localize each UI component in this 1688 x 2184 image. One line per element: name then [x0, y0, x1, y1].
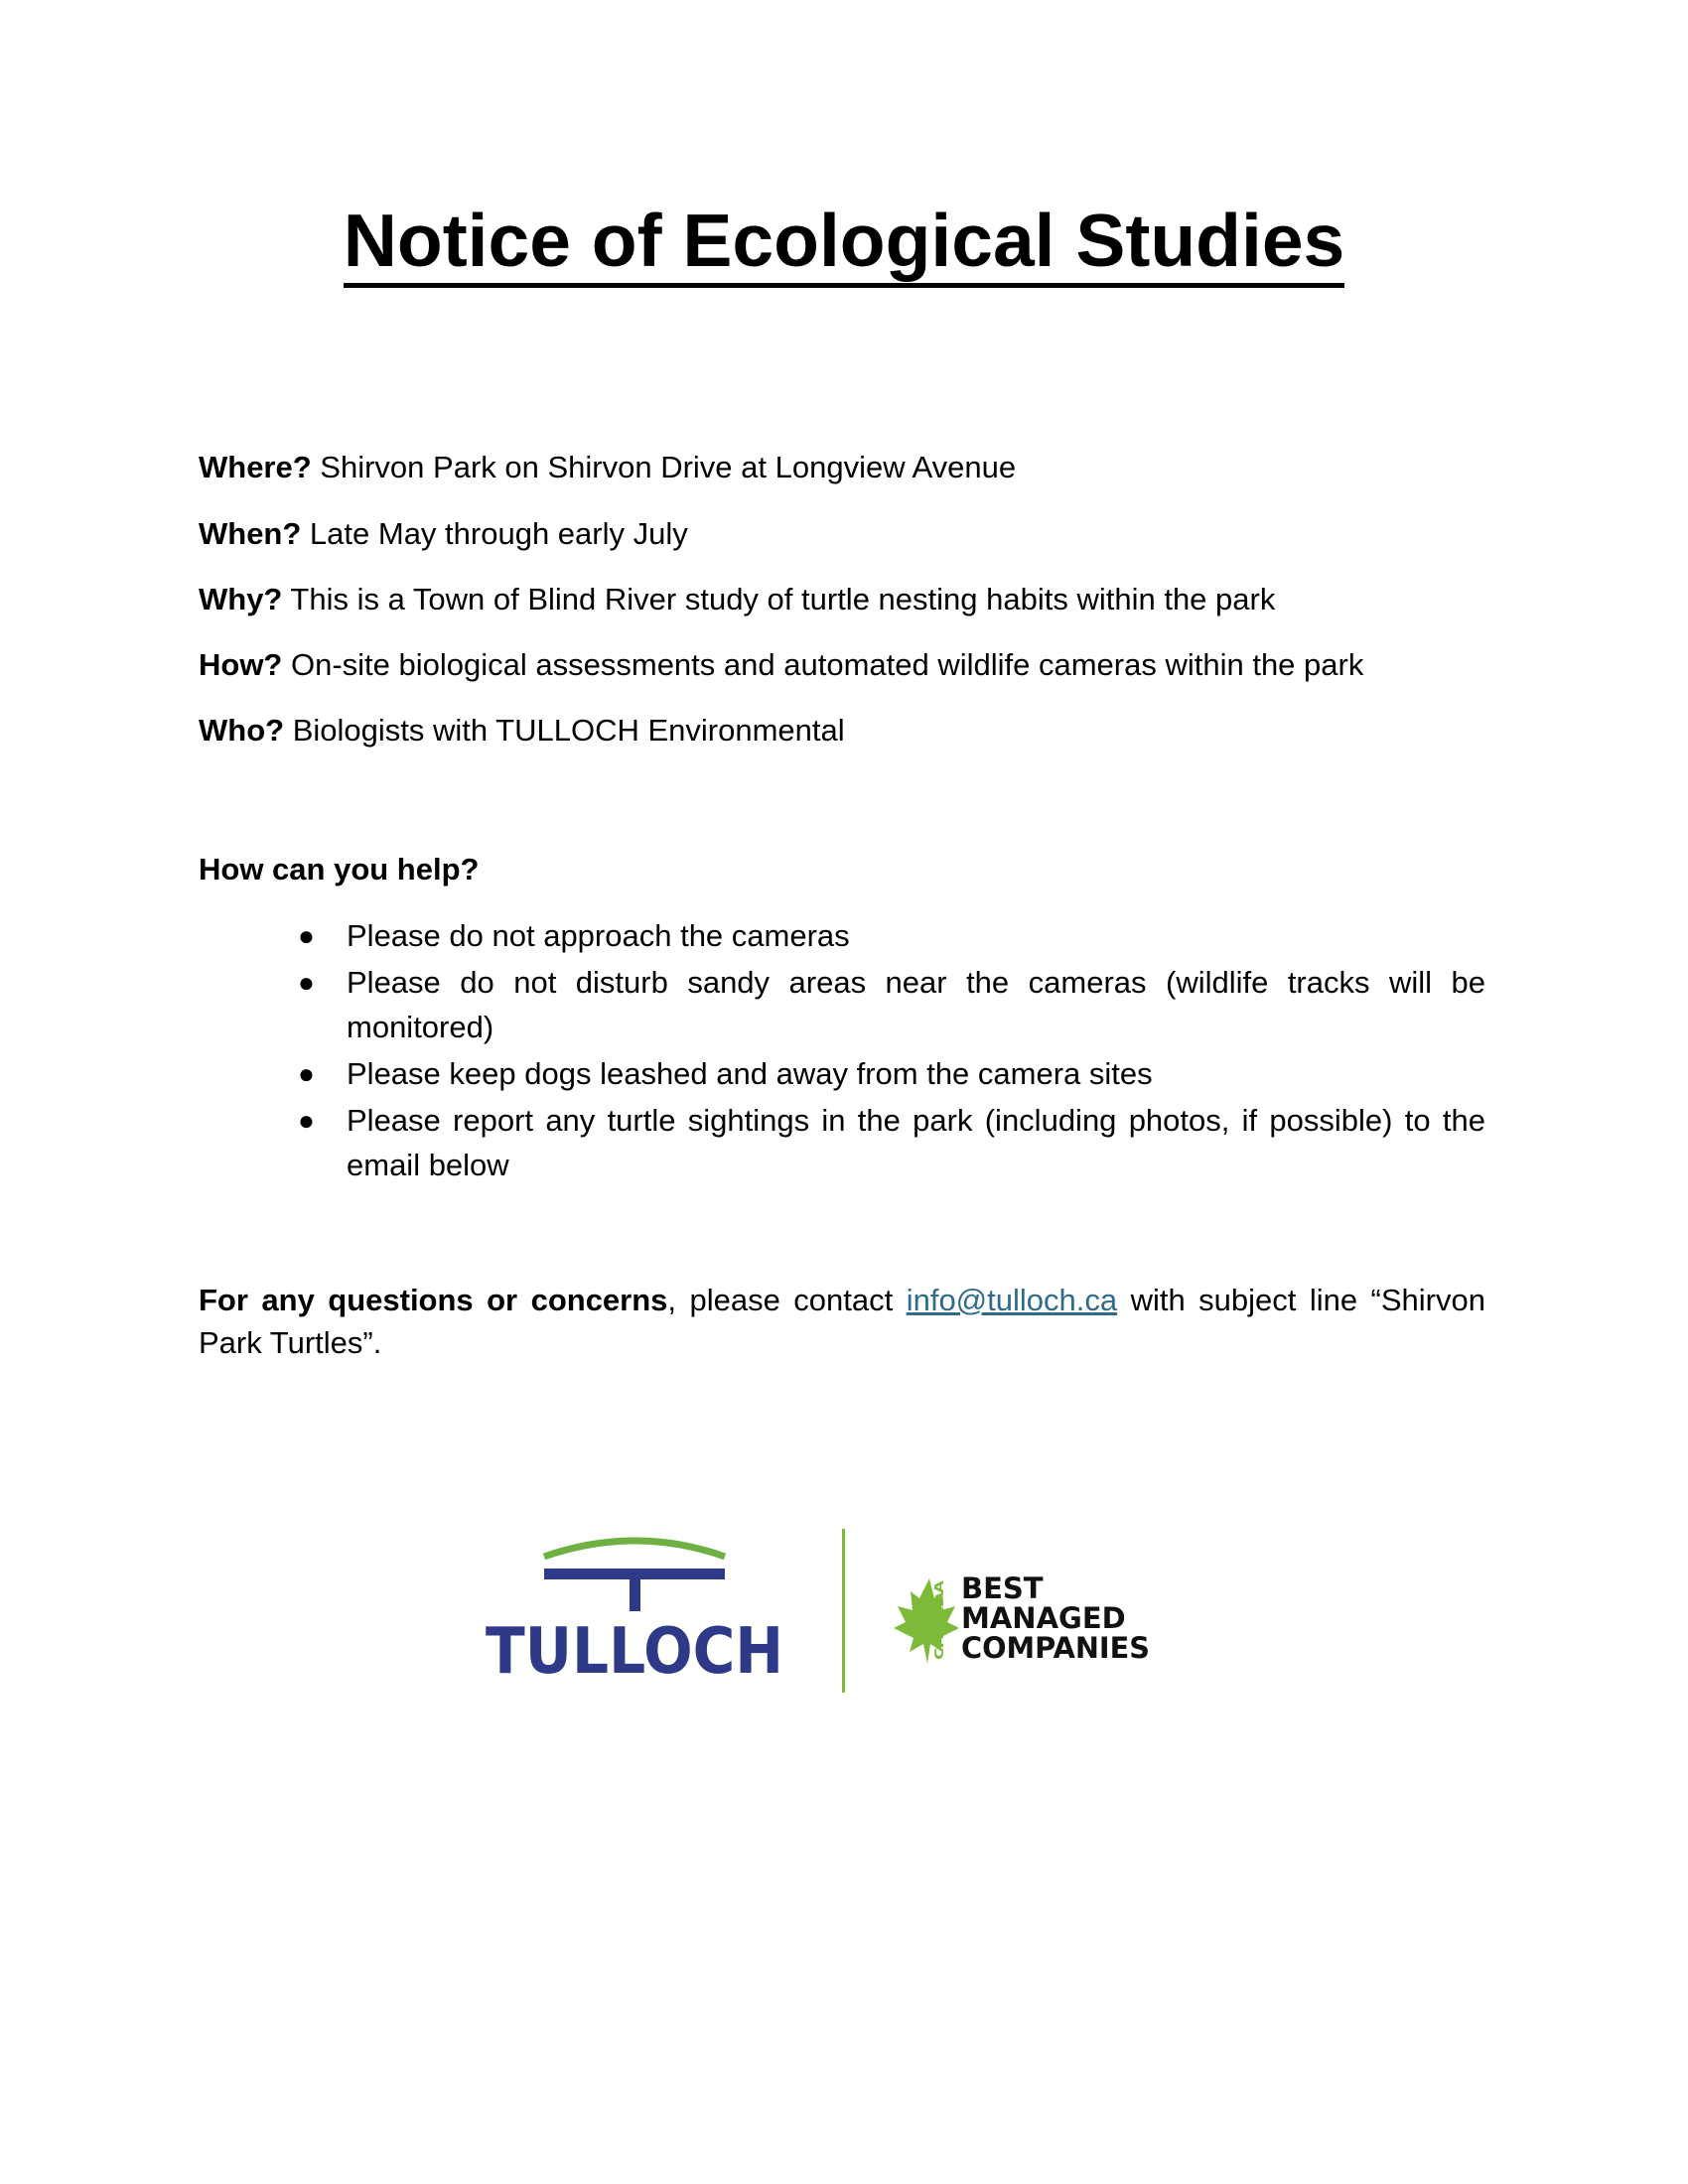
canada-text: CANADA [932, 1603, 946, 1660]
who-label: Who? [199, 713, 285, 748]
where-line [199, 448, 1016, 487]
contact-middle: , please contact [667, 1283, 907, 1317]
list-item [199, 913, 1485, 958]
who-line [199, 711, 845, 751]
help-item-1: Please do not approach the cameras [347, 918, 850, 953]
logo-row [477, 1529, 1192, 1707]
page-title [0, 197, 1688, 284]
help-item-3: Please keep dogs leashed and away from the camera sites [347, 1056, 1153, 1091]
bullet-icon: ● [298, 1058, 315, 1089]
list-item [199, 960, 1485, 1049]
tulloch-stem [630, 1579, 640, 1611]
when-text: Late May through early July [301, 516, 688, 551]
bmc-line-3: COMPANIES [961, 1631, 1150, 1665]
bmc-line-2: MANAGED [961, 1601, 1126, 1635]
bullet-icon: ● [298, 920, 315, 951]
bmc-line-1: BEST [961, 1571, 1044, 1605]
best-managed-logo [882, 1570, 1180, 1690]
page-title-text: Notice of Ecological Studies [344, 199, 1345, 288]
contact-lead: For any questions or concerns [199, 1283, 668, 1317]
contact-paragraph [199, 1279, 1485, 1364]
when-label: When? [199, 516, 302, 551]
tulloch-wordmark: TULLOCH [486, 1615, 783, 1688]
where-label: Where? [199, 450, 312, 484]
who-text: Biologists with TULLOCH Environmental [284, 713, 845, 748]
when-line [199, 514, 688, 554]
contact-tail: with subject line “Shirvon Park Turtles”. [199, 1283, 1485, 1360]
email-link[interactable]: info@tulloch.ca [906, 1283, 1118, 1317]
help-item-4: Please report any turtle sightings in the park (including photos, if possible) to the email below [347, 1103, 1485, 1182]
bullet-icon: ● [298, 1105, 315, 1136]
why-label: Why? [199, 582, 283, 616]
help-item-2: Please do not disturb sandy areas near the cameras (wildlife tracks will be monitored) [347, 965, 1485, 1044]
help-list [199, 913, 1485, 1189]
logo-divider [842, 1529, 845, 1693]
how-text: On-site biological assessments and automated wildlife cameras within the park [282, 647, 1364, 682]
tulloch-crossbar [544, 1569, 725, 1579]
how-line [199, 645, 1363, 685]
why-text: This is a Town of Blind River study of turtle nesting habits within the park [282, 582, 1276, 616]
list-item [199, 1051, 1485, 1096]
why-line [199, 580, 1275, 619]
where-text: Shirvon Park on Shirvon Drive at Longview Avenue [311, 450, 1017, 484]
tulloch-logo [477, 1529, 804, 1688]
list-item [199, 1098, 1485, 1187]
how-label: How? [199, 647, 283, 682]
tulloch-arc [544, 1541, 725, 1557]
maple-leaf-icon [894, 1578, 959, 1664]
help-heading: How can you help? [199, 852, 480, 887]
bullet-icon: ● [298, 967, 315, 998]
